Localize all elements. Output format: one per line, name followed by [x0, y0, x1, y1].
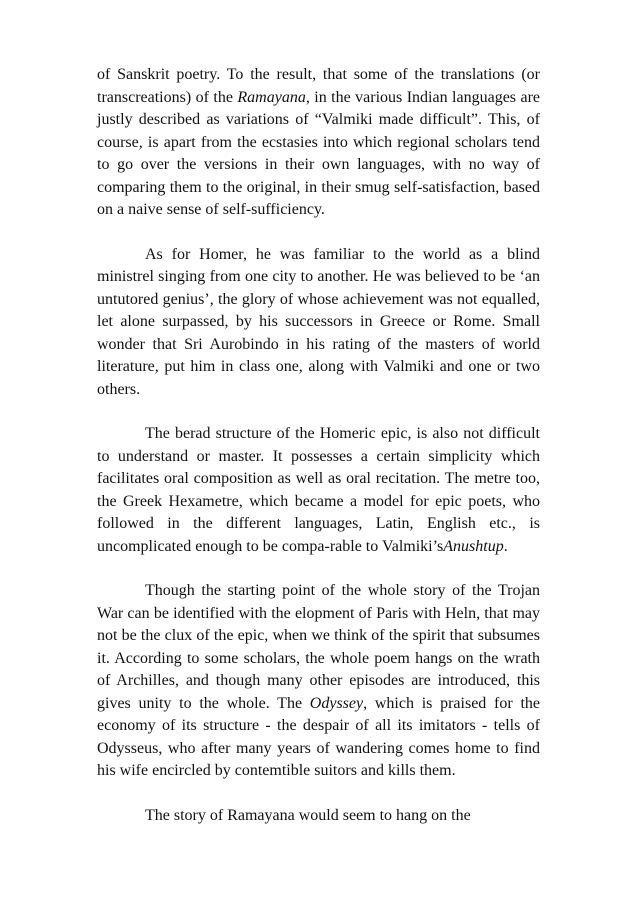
- italic-term-anushtup: Anushtup: [443, 537, 504, 555]
- text-run: , in the various Indian languages are justly described as variations of “Valmiki made difficult”. This, of course, is apart from the ecstasies into which regional scholars tend to go over the versions in their own languages, with no way of comparing them to the original, in their smug self-satisfaction, based on a naive sense of self-sufficiency.: [97, 88, 540, 218]
- paragraph-2: [97, 244, 540, 402]
- paragraph-5: [97, 805, 540, 828]
- body-text: [97, 64, 540, 827]
- text-run: , which is praised for the economy of its structure - the despair of all its imitators - tells of Odysseus, who after many years of wandering comes home to find his wife encircled by contemtible suitors and kills them.: [97, 694, 540, 779]
- text-run: As for Homer, he was familiar to the world as a blind ministrel singing from one city to another. He was believed to be ‘an untutored genius’, the glory of whose achievement was not equalled, let alone surpassed, by his successors in Greece or Rome. Small wonder that Sri Aurobindo in his rating of the masters of world literature, put him in class one, along with Valmiki and one or two others.: [97, 245, 540, 398]
- italic-title-odyssey: Odyssey: [309, 694, 364, 712]
- paragraph-4: [97, 580, 540, 783]
- text-run: Though the starting point of the whole story of the Trojan War can be identified with the elopment of Paris with Heln, that may not be the clux of the epic, when we think of the spirit that subsumes it. According to some scholars, the whole poem hangs on the wrath of Archilles, and though many other episodes are introduced, this gives unity to the whole. The: [97, 582, 540, 712]
- text-run: The story of Ramayana would seem to hang on the: [145, 806, 471, 824]
- italic-title-ramayana: Ramayana: [237, 88, 306, 106]
- paragraph-3: [97, 423, 540, 558]
- paragraph-1: [97, 64, 540, 222]
- text-run: of Sanskrit poetry. To the result, that some of the translations (or transcreations) of the: [97, 66, 540, 106]
- text-run: The berad structure of the Homeric epic, is also not difficult to understand or master. It possesses a certain simplicity which facilitates oral composition as well as oral recitation. The metre too, the Greek Hexametre, which became a model for epic poets, who followed in the different languages, Latin, English etc., is uncomplicated enough to be compa-rable to Valmiki’s: [97, 425, 540, 555]
- text-run: .: [503, 537, 508, 555]
